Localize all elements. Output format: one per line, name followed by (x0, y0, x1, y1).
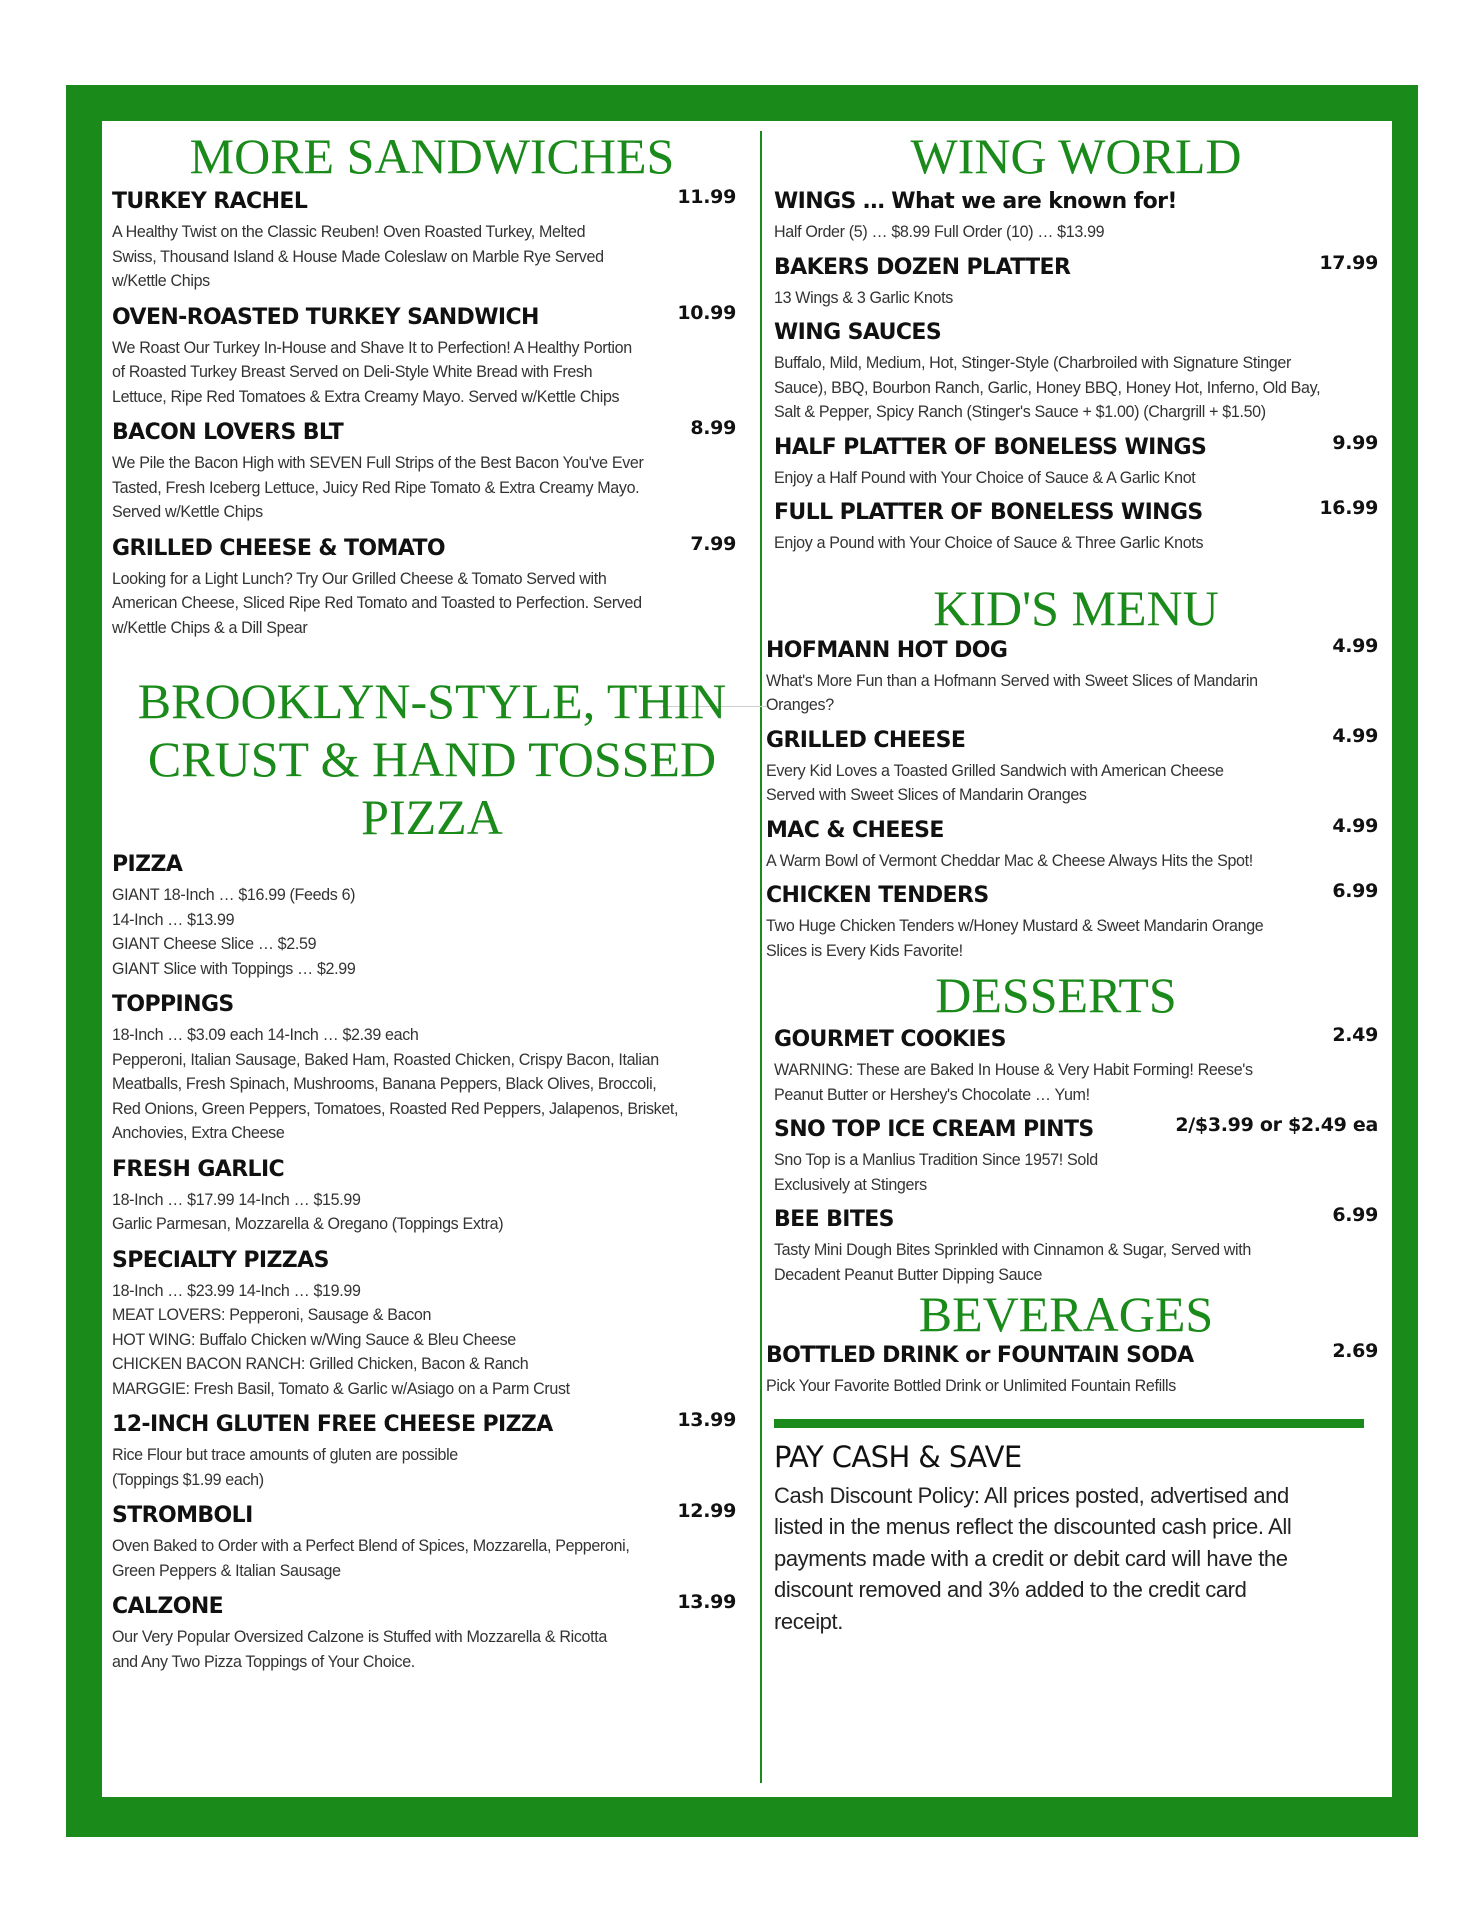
menu-item-price: 7.99 (690, 532, 736, 555)
description-line: Meatballs, Fresh Spinach, Mushrooms, Banana Peppers, Black Olives, Broccoli, (112, 1075, 657, 1093)
column-divider (760, 131, 762, 1783)
description-line: and Any Two Pizza Toppings of Your Choice. (112, 1652, 415, 1671)
menu-item-name: HOFMANN HOT DOG (766, 637, 1008, 663)
menu-item-price: 11.99 (677, 186, 736, 208)
menu-item-price: 4.99 (1332, 724, 1378, 747)
description-line: Half Order (5) … $8.99 Full Order (10) … $13.99 (774, 223, 1105, 241)
pay-cash-line: payments made with a credit or debit card will have the (774, 1545, 1288, 1571)
menu-item-name: 12-INCH GLUTEN FREE CHEESE PIZZA (112, 1412, 553, 1437)
menu-item-name: TOPPINGS (112, 992, 234, 1017)
menu-item (112, 850, 736, 981)
description-line: Swiss, Thousand Island & House Made Coleslaw on Marble Rye Served (112, 247, 604, 266)
menu-item (112, 1246, 736, 1402)
menu-item (112, 1501, 736, 1583)
description-line: GIANT Cheese Slice … $2.59 (112, 935, 317, 953)
menu-item-price: 2.49 (1332, 1024, 1378, 1046)
description-line: Exclusively at Stingers (774, 1175, 927, 1194)
description-line: w/Kettle Chips & a Dill Spear (112, 618, 308, 637)
description-line: Slices is Every Kids Favorite! (766, 941, 963, 960)
menu-item-price: 2.69 (1332, 1340, 1378, 1362)
pizza-list (112, 850, 736, 1674)
menu-item-header (112, 850, 736, 880)
description-line: What's More Fun than a Hofmann Served with Sweet Slices of Mandarin (766, 671, 1258, 690)
description-line: 14-Inch … $13.99 (112, 910, 235, 929)
description-line: Tasted, Fresh Iceberg Lettuce, Juicy Red Ripe Tomato & Extra Creamy Mayo. (112, 478, 640, 497)
menu-item-description (112, 883, 724, 981)
menu-item-name: TURKEY RACHEL (112, 189, 308, 214)
menu-item-header (112, 187, 736, 217)
menu-item-header (112, 534, 736, 564)
description-line: (Toppings $1.99 each) (112, 1470, 264, 1489)
menu-item-description (112, 1625, 724, 1674)
description-line: GIANT 18-Inch … $16.99 (Feeds 6) (112, 886, 356, 904)
description-line: Pepperoni, Italian Sausage, Baked Ham, Roasted Chicken, Crispy Bacon, Italian (112, 1050, 659, 1069)
description-line: Green Peppers & Italian Sausage (112, 1561, 341, 1580)
menu-item (112, 187, 736, 294)
menu-item-header (766, 726, 1378, 756)
menu-item-header (774, 187, 1378, 217)
description-line: Oranges? (766, 696, 834, 714)
menu-item-description (774, 1148, 1366, 1197)
description-line: Served w/Kettle Chips (112, 503, 263, 521)
pizza-title-line: BROOKLYN-STYLE, THIN (137, 673, 727, 729)
menu-item (774, 1025, 1378, 1107)
description-line: We Roast Our Turkey In-House and Shave It to Perfection! A Healthy Portion (112, 338, 632, 357)
pay-cash-divider (774, 1419, 1364, 1428)
menu-item-price: 12.99 (677, 1500, 736, 1522)
menu-item (112, 990, 736, 1146)
menu-item-description (112, 567, 724, 641)
menu-item (774, 433, 1378, 491)
description-line: Decadent Peanut Butter Dipping Sauce (774, 1265, 1043, 1284)
menu-item-name: SPECIALTY PIZZAS (112, 1247, 329, 1273)
menu-item-header (112, 1246, 736, 1276)
menu-item-name: BAKERS DOZEN PLATTER (774, 254, 1071, 280)
menu-item (774, 253, 1378, 311)
menu-item (774, 498, 1378, 556)
menu-item-description (112, 1023, 724, 1146)
menu-item-description (112, 1188, 724, 1237)
beverages-list (766, 1341, 1378, 1399)
description-line: MARGGIE: Fresh Basil, Tomato & Garlic w/Asiago on a Parm Crust (112, 1379, 570, 1398)
menu-item-name: FRESH GARLIC (112, 1156, 285, 1182)
pay-cash-line: discount removed and 3% added to the credit card (774, 1577, 1247, 1602)
menu-item-description (774, 286, 1366, 311)
menu-item-name: WINGS … What we are known for! (774, 189, 1177, 214)
description-line: Enjoy a Pound with Your Choice of Sauce & Three Garlic Knots (774, 534, 1204, 552)
menu-item-header (774, 318, 1378, 348)
menu-item-name: GRILLED CHEESE (766, 727, 966, 753)
menu-item-price: 4.99 (1332, 814, 1378, 837)
menu-item-price: 16.99 (1319, 497, 1378, 519)
menu-item-price: 13.99 (677, 1409, 736, 1431)
section-title-kids-menu: KID'S MENU (933, 579, 1219, 636)
menu-item (112, 534, 736, 641)
menu-item-description (766, 914, 1366, 963)
menu-item (766, 881, 1378, 963)
pay-cash-title: PAY CASH & SAVE (774, 1439, 1022, 1474)
description-line: Red Onions, Green Peppers, Tomatoes, Roasted Red Peppers, Jalapenos, Brisket, (112, 1099, 679, 1118)
menu-item-description (112, 336, 724, 410)
menu-item-name: FULL PLATTER OF BONELESS WINGS (774, 500, 1203, 525)
section-title-beverages: BEVERAGES (918, 1286, 1214, 1342)
pizza-title-line: CRUST & HAND TOSSED (147, 731, 717, 787)
pay-cash-body (774, 1480, 1378, 1638)
menu-item (766, 1341, 1378, 1399)
menu-item-header (766, 881, 1378, 911)
menu-item-name: BOTTLED DRINK or FOUNTAIN SODA (766, 1343, 1194, 1368)
description-line: Garlic Parmesan, Mozzarella & Oregano (Toppings Extra) (112, 1215, 504, 1233)
menu-item (774, 187, 1378, 245)
description-line: GIANT Slice with Toppings … $2.99 (112, 959, 356, 978)
menu-item-name: GRILLED CHEESE & TOMATO (112, 535, 445, 561)
menu-item-description (774, 220, 1366, 245)
menu-item-header (112, 990, 736, 1020)
description-line: 18-Inch … $17.99 14-Inch … $15.99 (112, 1190, 361, 1209)
menu-item-header (774, 1205, 1378, 1235)
menu-item-description (766, 669, 1366, 718)
menu-item-header (112, 303, 736, 333)
description-line: 18-Inch … $23.99 14-Inch … $19.99 (112, 1281, 361, 1300)
description-line: CHICKEN BACON RANCH: Grilled Chicken, Bacon & Ranch (112, 1355, 529, 1373)
pay-cash-section (774, 1440, 1378, 1638)
menu-item-price: 6.99 (1332, 1204, 1378, 1226)
section-title-wing-world: WING WORLD (910, 128, 1242, 184)
menu-item-price: 13.99 (677, 1591, 736, 1613)
description-line: Enjoy a Half Pound with Your Choice of Sauce & A Garlic Knot (774, 468, 1196, 487)
menu-item-name: SNO TOP ICE CREAM PINTS (774, 1117, 1094, 1142)
description-line: Looking for a Light Lunch? Try Our Grilled Cheese & Tomato Served with (112, 569, 607, 588)
menu-item-name: MAC & CHEESE (766, 817, 944, 843)
menu-item (112, 1155, 736, 1237)
menu-item-description (766, 759, 1366, 808)
pizza-title-line: PIZZA (361, 789, 503, 845)
menu-item-header (112, 1592, 736, 1622)
menu-item-description (774, 531, 1366, 556)
menu-item (112, 303, 736, 410)
menu-item-header (774, 1025, 1378, 1055)
description-line: Sauce), BBQ, Bourbon Ranch, Garlic, Honey BBQ, Honey Hot, Inferno, Old Bay, (774, 378, 1321, 397)
menu-item-description (774, 466, 1366, 491)
menu-item-header (774, 253, 1378, 283)
menu-item-description (774, 1238, 1366, 1287)
menu-item (112, 1410, 736, 1492)
description-line: Our Very Popular Oversized Calzone is Stuffed with Mozzarella & Ricotta (112, 1628, 607, 1646)
section-title-pizza (112, 672, 752, 846)
sandwiches-list (112, 187, 736, 640)
description-line: Buffalo, Mild, Medium, Hot, Stinger-Style (Charbroiled with Signature Stinger (774, 354, 1292, 372)
description-line: Every Kid Loves a Toasted Grilled Sandwich with American Cheese (766, 761, 1224, 780)
menu-item-name: BEE BITES (774, 1207, 894, 1232)
menu-item-name: HALF PLATTER OF BONELESS WINGS (774, 434, 1207, 460)
menu-item-header (766, 816, 1378, 846)
menu-sheet (102, 121, 1392, 1797)
description-line: Salt & Pepper, Spicy Ranch (Stinger's Sauce + $1.00) (Chargrill + $1.50) (774, 403, 1266, 421)
menu-item-header (774, 1115, 1378, 1145)
section-title-desserts: DESSERTS (935, 967, 1177, 1023)
right-column (766, 121, 1378, 1637)
description-line: Pick Your Favorite Bottled Drink or Unlimited Fountain Refills (766, 1377, 1176, 1395)
menu-item-description (774, 1058, 1366, 1107)
menu-item-name: BACON LOVERS BLT (112, 420, 344, 445)
pay-cash-line: receipt. (774, 1608, 843, 1634)
menu-item-name: CHICKEN TENDERS (766, 883, 989, 908)
menu-item-price: 9.99 (1332, 431, 1378, 454)
description-line: Tasty Mini Dough Bites Sprinkled with Cinnamon & Sugar, Served with (774, 1241, 1251, 1259)
menu-item-name: GOURMET COOKIES (774, 1027, 1006, 1052)
description-line: Rice Flour but trace amounts of gluten are possible (112, 1446, 458, 1464)
kids-list (766, 636, 1378, 964)
description-line: of Roasted Turkey Breast Served on Deli-Style White Bread with Fresh (112, 363, 593, 381)
menu-item-header (766, 1341, 1378, 1371)
menu-item (766, 726, 1378, 808)
menu-item (774, 318, 1378, 425)
menu-item (112, 418, 736, 525)
menu-item-description (766, 1374, 1366, 1399)
left-column (112, 121, 736, 1674)
description-line: 13 Wings & 3 Garlic Knots (774, 288, 953, 307)
menu-item-price: 10.99 (677, 301, 736, 324)
description-line: Served with Sweet Slices of Mandarin Oranges (766, 786, 1087, 804)
menu-item-header (766, 636, 1378, 666)
description-line: A Healthy Twist on the Classic Reuben! Oven Roasted Turkey, Melted (112, 223, 586, 241)
description-line: American Cheese, Sliced Ripe Red Tomato and Toasted to Perfection. Served (112, 594, 642, 612)
menu-item-price: 17.99 (1319, 251, 1378, 274)
pay-cash-line: listed in the menus reflect the discounted cash price. All (774, 1514, 1292, 1539)
menu-item-name: CALZONE (112, 1594, 224, 1619)
menu-item (112, 1592, 736, 1674)
menu-item-name: WING SAUCES (774, 320, 942, 345)
menu-item-price: 2/$3.99 or $2.49 ea (1175, 1114, 1378, 1136)
description-line: Sno Top is a Manlius Tradition Since 1957! Sold (774, 1151, 1098, 1169)
description-line: 18-Inch … $3.09 each 14-Inch … $2.39 each (112, 1026, 419, 1044)
menu-item-description (774, 351, 1366, 425)
menu-item-description (112, 1443, 724, 1492)
pay-cash-line: Cash Discount Policy: All prices posted, advertised and (774, 1482, 1289, 1508)
menu-item-header (112, 1410, 736, 1440)
menu-item (774, 1115, 1378, 1197)
section-title-more-sandwiches: MORE SANDWICHES (189, 128, 675, 184)
menu-item-header (774, 498, 1378, 528)
description-line: We Pile the Bacon High with SEVEN Full Strips of the Best Bacon You've Ever (112, 454, 644, 472)
menu-item (766, 636, 1378, 718)
wings-list (774, 187, 1378, 556)
menu-item-description (112, 1279, 724, 1402)
description-line: w/Kettle Chips (112, 272, 210, 290)
menu-item-name: STROMBOLI (112, 1503, 253, 1528)
menu-item-name: OVEN-ROASTED TURKEY SANDWICH (112, 304, 539, 330)
description-line: Peanut Butter or Hershey's Chocolate … Yum! (774, 1085, 1090, 1104)
menu-item-header (774, 433, 1378, 463)
menu-item-description (112, 220, 724, 294)
description-line: WARNING: These are Baked In House & Very Habit Forming! Reese's (774, 1061, 1253, 1079)
menu-item-description (112, 451, 724, 525)
menu-item-price: 8.99 (690, 417, 736, 439)
menu-item (774, 1205, 1378, 1287)
menu-item-name: PIZZA (112, 852, 183, 877)
menu-item-header (112, 1501, 736, 1531)
menu-item-price: 4.99 (1332, 634, 1378, 657)
description-line: Anchovies, Extra Cheese (112, 1124, 285, 1142)
desserts-list (774, 1025, 1378, 1287)
description-line: A Warm Bowl of Vermont Cheddar Mac & Cheese Always Hits the Spot! (766, 851, 1253, 870)
menu-item-header (112, 1155, 736, 1185)
menu-item-header (112, 418, 736, 448)
description-line: Lettuce, Ripe Red Tomatoes & Extra Creamy Mayo. Served w/Kettle Chips (112, 387, 620, 406)
description-line: Oven Baked to Order with a Perfect Blend of Spices, Mozzarella, Pepperoni, (112, 1537, 630, 1555)
menu-item (766, 816, 1378, 874)
menu-item-description (112, 1534, 724, 1583)
menu-item-price: 6.99 (1332, 880, 1378, 902)
menu-item-description (766, 849, 1366, 874)
description-line: MEAT LOVERS: Pepperoni, Sausage & Bacon (112, 1306, 432, 1324)
description-line: HOT WING: Buffalo Chicken w/Wing Sauce & Bleu Cheese (112, 1330, 516, 1349)
description-line: Two Huge Chicken Tenders w/Honey Mustard & Sweet Mandarin Orange (766, 917, 1264, 935)
